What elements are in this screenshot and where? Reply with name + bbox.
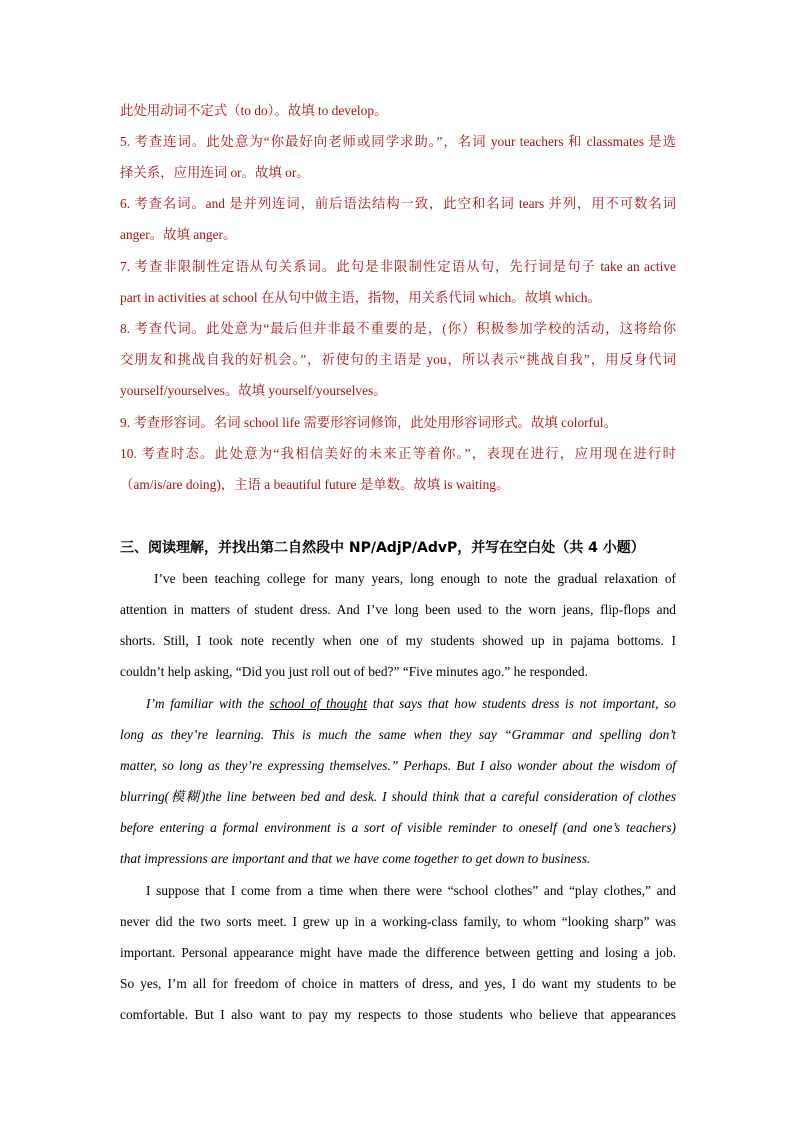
answer-line: 5. 考查连词。此处意为“你最好向老师或同学求助。”，名词 your teachers 和 classmates 是选 [120,134,676,149]
answer-line: 此处用动词不定式（to do）。故填 to develop。 [120,103,388,118]
answer-line: 7. 考查非限制性定语从句关系词。此句是非限制性定语从句，先行词是句子 take an active [120,259,676,274]
answer-line: 9. 考查形容词。名词 school life 需要形容词修饰，此处用形容词形式。故填 colorful。 [120,415,617,430]
passage-text: I’m familiar with the [146,696,270,711]
answer-line: 10. 考查时态。此处意为“我相信美好的未来正等着你。”，表现在进行，应用现在进行时 [120,446,676,461]
passage-line: shorts. Still, I took note recently when one of my students showed up in pajama bottoms. I [120,633,676,648]
section-heading: 三、阅读理解，并找出第二自然段中 NP/AdjP/AdvP，并写在空白处（共 4 小题） [120,540,645,556]
answer-line: part in activities at school 在从句中做主语，指物，用关系代词 which。故填 which。 [120,290,601,305]
passage-line: that impressions are important and that we have come together to get down to business. [120,851,591,866]
answer-line: 6. 考查名词。and 是并列连词，前后语法结构一致，此空和名词 tears 并列，用不可数名词 [120,196,676,211]
answer-line: 择关系，应用连词 or。故填 or。 [120,165,310,180]
answer-line: yourself/yourselves。故填 yourself/yourselves。 [120,383,387,398]
answer-line: 交朋友和挑战自我的好机会。”，祈使句的主语是 you，所以表示“挑战自我”，用反身代词 [120,352,676,367]
passage-text: that says that how students dress is not important, so [367,696,676,711]
answer-line: anger。故填 anger。 [120,227,237,242]
passage-line [0,694,793,714]
answer-line: （am/is/are doing)，主语 a beautiful future 是单数。故填 is waiting。 [120,477,510,492]
passage-line: comfortable. But I also want to pay my respects to those students who believe that appearances [120,1007,676,1022]
passage-line: important. Personal appearance might have made the difference between getting and losing a job. [120,945,676,960]
underlined-phrase: school of thought [269,696,368,711]
passage-line: before entering a formal environment is a sort of visible reminder to oneself (and one’s teachers) [120,820,676,835]
passage-line: I suppose that I come from a time when there were “school clothes” and “play clothes,” and [146,883,676,898]
passage-line: never did the two sorts meet. I grew up in a working-class family, to whom “looking sharp” was [120,914,676,929]
passage-line: matter, so long as they’re expressing themselves.” Perhaps. But I also wonder about the wisdom of [120,758,676,773]
passage-line: couldn’t help asking, “Did you just roll out of bed?” “Five minutes ago.” he responded. [120,664,588,679]
passage-line: attention in matters of student dress. And I’ve long been used to the worn jeans, flip-flops and [120,602,676,617]
passage-line: I’ve been teaching college for many years, long enough to note the gradual relaxation of [154,571,676,586]
passage-line: long as they’re learning. This is much the same when they say “Grammar and spelling don’t [120,727,676,742]
answer-line: 8. 考查代词。此处意为“最后但并非最不重要的是，(你）积极参加学校的活动，这将给你 [120,321,676,336]
passage-line: blurring(模糊)the line between bed and desk. I should think that a careful consideration of clothes [120,789,676,804]
passage-line: So yes, I’m all for freedom of choice in matters of dress, and yes, I do want my students to be [120,976,676,991]
